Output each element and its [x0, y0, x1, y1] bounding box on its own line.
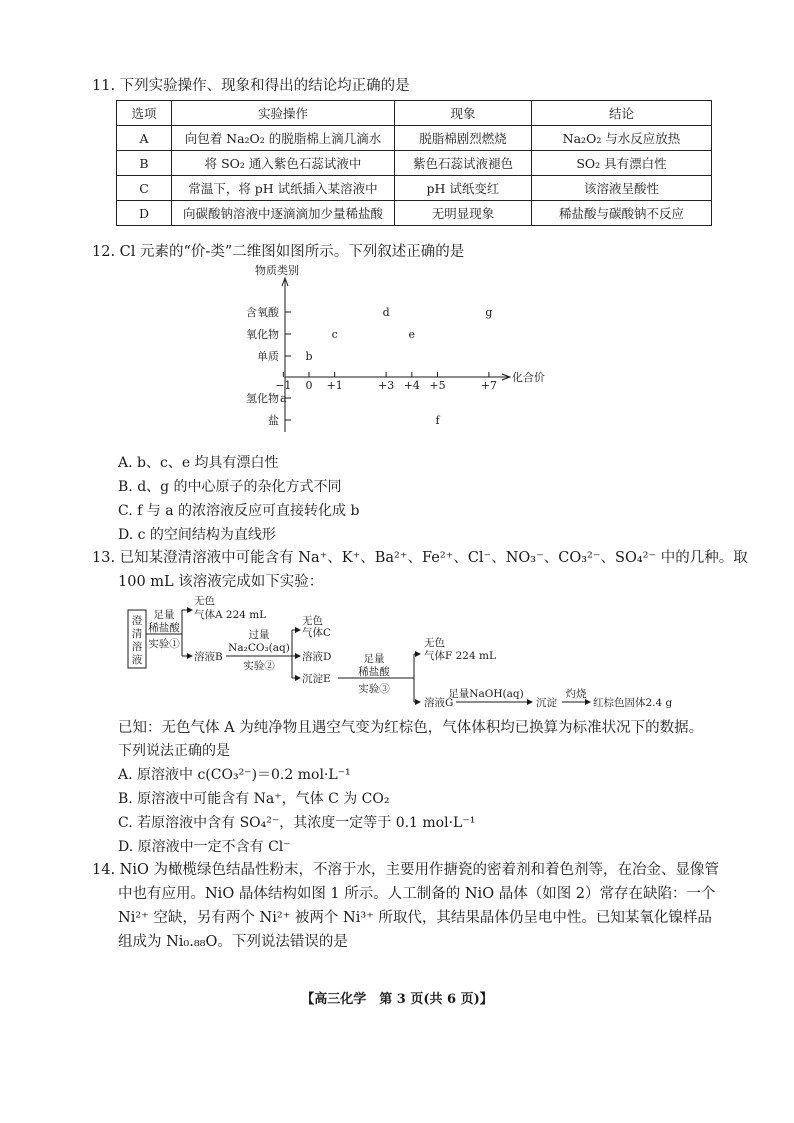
table-cell: 向碳酸钠溶液中逐滴滴加少量稀盐酸: [172, 201, 395, 226]
x-tick-label: 0: [305, 379, 313, 392]
point-f: f: [435, 414, 440, 427]
final-product-label: 红棕色固体2.4 g: [593, 697, 673, 709]
y-tick-label: 单质: [257, 350, 279, 363]
table-row: [117, 126, 712, 151]
page-footer: 【高三化学 第 3 页(共 6 页)】: [301, 992, 493, 1007]
q14-line2: 中也有应用。NiO 晶体结构如图 1 所示。人工制备的 NiO 晶体（如图 2）常存在缺陷：一个: [118, 886, 716, 902]
q13-note: 已知：无色气体 A 为纯净物且遇空气变为红棕色，气体体积均已换算为标准状况下的数据。: [118, 720, 704, 736]
table-row: [117, 201, 712, 226]
reagent3b-label: 稀盐酸: [358, 666, 390, 678]
y-tick-label: 盐: [268, 414, 279, 427]
y-tick-label: 氢化物: [246, 392, 279, 405]
x-tick-label: +5: [429, 379, 446, 392]
q12-stem: 12. Cl 元素的“价-类”二维图如图所示。下列叙述正确的是: [92, 244, 465, 260]
gasC-label2: 气体C: [302, 627, 332, 639]
x-tick-label: +4: [403, 379, 420, 392]
table-cell: D: [117, 201, 172, 226]
point-b: b: [305, 350, 313, 363]
q14-line1: 14. NiO 为橄榄绿色结晶性粉末，不溶于水，主要用作搪瓷的密着剂和着色剂等，在冶金、显像管: [92, 862, 719, 878]
q13-stem-line1: 13. 已知某澄清溶液中可能含有 Na⁺、K⁺、Ba²⁺、Fe²⁺、Cl⁻、NO₃⁻、CO₃²⁻、SO₄²⁻ 中的几种。取: [92, 550, 748, 566]
solB-label: 溶液B: [194, 651, 223, 663]
gasF-label2: 气体F 224 mL: [424, 650, 496, 662]
x-tick-label: +1: [326, 379, 343, 392]
q13-ask: 下列说法正确的是: [118, 743, 230, 759]
y-tick-label: 含氧酸: [246, 306, 279, 319]
exp3-label: 实验③: [358, 683, 390, 695]
q13-option-b: B. 原溶液中可能含有 Na⁺，气体 C 为 CO₂: [118, 791, 390, 807]
experiment-flowchart: [124, 596, 694, 714]
table-cell: 紫色石蕊试液褪色: [395, 151, 532, 176]
table-cell: 该溶液呈酸性: [532, 176, 712, 201]
q12-option-c: C. f 与 a 的浓溶液反应可直接转化成 b: [118, 503, 360, 519]
gasA-label1: 无色: [194, 596, 215, 607]
start-char: 溶: [131, 641, 143, 653]
gasC-label1: 无色: [302, 615, 323, 627]
table-cell: B: [117, 151, 172, 176]
reagent3a-label: 足量: [363, 653, 385, 665]
point-d: d: [382, 306, 390, 319]
q12-option-a: A. b、c、e 均具有漂白性: [118, 455, 279, 471]
reagent1-label: 足量: [153, 609, 175, 621]
point-c: c: [331, 328, 338, 341]
solD-label: 溶液D: [302, 651, 332, 663]
table-cell: A: [117, 126, 172, 151]
x-tick-label: +3: [377, 379, 395, 392]
table-header: 实验操作: [172, 101, 395, 126]
reagent2a-label: 过量: [248, 629, 270, 641]
burn-label: 灼烧: [565, 688, 587, 700]
table-header-row: [117, 101, 712, 126]
q11-stem: 11. 下列实验操作、现象和得出的结论均正确的是: [92, 78, 410, 94]
q12-option-d: D. c 的空间结构为直线形: [118, 527, 276, 543]
table-row: [117, 176, 712, 201]
experiment-table: [116, 100, 712, 226]
table-cell: C: [117, 176, 172, 201]
precE-label: 沉淀E: [302, 673, 331, 685]
start-char: 澄: [131, 615, 143, 627]
table-cell: 常温下，将 pH 试纸插入某溶液中: [172, 176, 395, 201]
prec-label: 沉淀: [536, 697, 557, 709]
reagent1b-label: 稀盐酸: [148, 622, 180, 634]
valence-class-chart: [230, 262, 600, 452]
table-header: 选项: [117, 101, 172, 126]
table-cell: 将 SO₂ 通入紫色石蕊试液中: [172, 151, 395, 176]
q12-option-b: B. d、g 的中心原子的杂化方式不同: [118, 479, 342, 495]
exp2-label: 实验②: [243, 660, 275, 672]
point-e: e: [408, 328, 416, 341]
x-tick-label: −1: [275, 379, 292, 392]
table-cell: 稀盐酸与碳酸钠不反应: [532, 201, 712, 226]
x-axis-label: 化合价: [511, 371, 545, 384]
exp1-label: 实验①: [148, 638, 180, 650]
reagent4-label: 足量NaOH(aq): [448, 688, 524, 700]
q13-option-d: D. 原溶液中一定不含有 Cl⁻: [118, 839, 291, 855]
table-header: 结论: [532, 101, 712, 126]
table-cell: pH 试纸变红: [395, 176, 532, 201]
table-cell: 脱脂棉剧烈燃烧: [395, 126, 532, 151]
q13-option-a: A. 原溶液中 c(CO₃²⁻)＝0.2 mol·L⁻¹: [118, 767, 351, 783]
q13-option-c: C. 若原溶液中含有 SO₄²⁻，其浓度一定等于 0.1 mol·L⁻¹: [118, 815, 476, 831]
table-cell: 无明显现象: [395, 201, 532, 226]
table-cell: Na₂O₂ 与水反应放热: [532, 126, 712, 151]
y-tick-label: 氧化物: [246, 328, 279, 341]
gasA-label2: 气体A 224 mL: [194, 609, 267, 621]
y-axis-label: 物质类别: [255, 264, 299, 277]
table-cell: 向包着 Na₂O₂ 的脱脂棉上滴几滴水: [172, 126, 395, 151]
start-char: 清: [131, 628, 143, 640]
gasF-label1: 无色: [424, 637, 445, 649]
q13-stem-line2: 100 mL 该溶液完成如下实验：: [118, 574, 324, 590]
point-a: a: [280, 392, 287, 405]
x-tick-label: +7: [480, 379, 498, 392]
table-cell: SO₂ 具有漂白性: [532, 151, 712, 176]
start-char: 液: [131, 654, 143, 666]
solG-label: 溶液G: [424, 697, 454, 709]
table-header: 现象: [395, 101, 532, 126]
table-row: [117, 151, 712, 176]
point-g: g: [485, 306, 493, 319]
q14-line3: Ni²⁺ 空缺，另有两个 Ni²⁺ 被两个 Ni³⁺ 所取代，其结果晶体仍呈电中性。已知某氧化镍样品: [118, 910, 712, 926]
q14-line4: 组成为 Ni₀.₈₈O。下列说法错误的是: [118, 934, 348, 950]
reagent2b-label: Na₂CO₃(aq): [228, 642, 290, 654]
